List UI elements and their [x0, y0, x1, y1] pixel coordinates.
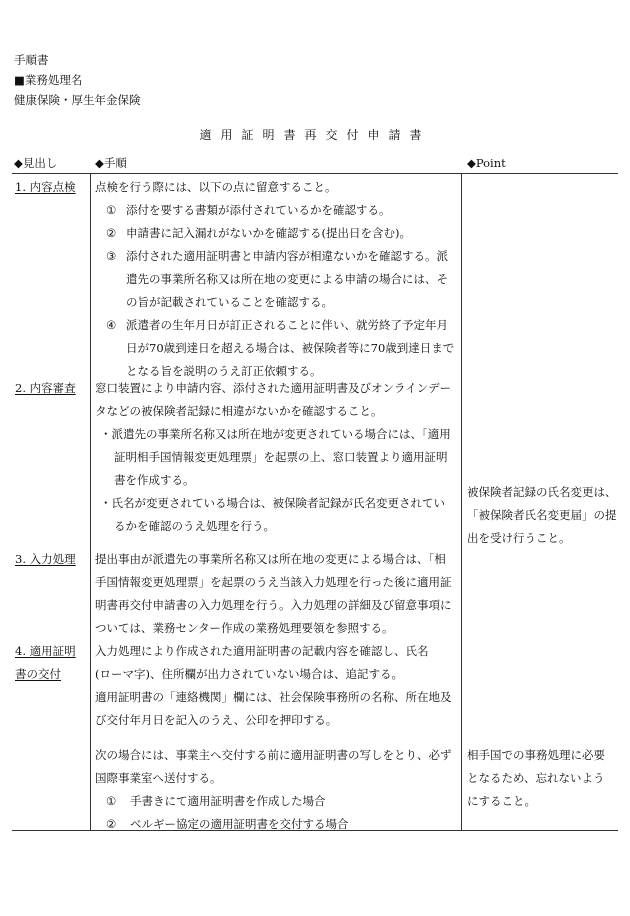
section-2-line-2: タなどの被保険者記録に相違がないかを確認すること。 [95, 404, 383, 418]
section-1-item-4-line-3: となる旨を説明のうえ訂正依頼する。 [126, 364, 322, 378]
section-3-line-1: 提出事由が派遣先の事業所名称又は所在地の変更による場合は、「相 [95, 552, 446, 566]
section-1-item-4-line-1: 派遣者の生年月日が訂正されることに伴い、就労終了予定年月 [126, 318, 448, 332]
section-2-line-7: るかを確認のうえ処理を行う。 [114, 519, 275, 533]
column-divider-2 [461, 173, 462, 831]
doc-type: 手順書 [14, 53, 49, 67]
section-2-line-3: ・派遣先の事業所名称又は所在地が変更されている場合には、「適用 [100, 427, 451, 441]
section-2-line-5: 書を作成する。 [114, 473, 195, 487]
section-1-heading: 1. 内容点検 [15, 180, 76, 194]
business-name: 健康保険・厚生年金保険 [14, 93, 141, 107]
section-1-marker-4: ④ [106, 318, 117, 332]
section-1-item-1: 添付を要する書類が添付されているかを確認する。 [126, 203, 391, 217]
section-4-line-3: 適用証明書の「連絡機関」欄には、社会保険事務所の名称、所在地及 [95, 690, 452, 704]
section-4-marker-1: ① [106, 794, 117, 808]
section-2-line-1: 窓口装置により申請内容、添付された適用証明書及びオンラインデー [95, 381, 452, 395]
section-4-point-line-1: 相手国での事務処理に必要 [467, 748, 605, 762]
section-4-item-1: 手書きにて適用証明書を作成した場合 [130, 794, 326, 808]
page-title: 適用証明書再交付申請書 [199, 128, 431, 142]
section-1-marker-3: ③ [106, 249, 117, 263]
section-4-item-2: ベルギー協定の適用証明書を交付する場合 [130, 817, 349, 831]
section-4-marker-2: ② [106, 817, 117, 831]
column-procedure-label: ◆手順 [95, 156, 127, 170]
section-2-line-4: 証明相手国情報変更処理票」を起票の上、窓口装置より適用証明 [114, 450, 448, 464]
section-1-item-4-line-2: 日が70歳到達日を超える場合は、被保険者等に70歳到達日まで [126, 341, 455, 355]
column-point-label: ◆Point [467, 156, 506, 170]
section-2-point-line-2: 「被保険者氏名変更届」の提 [467, 508, 617, 522]
section-2-heading: 2. 内容審査 [15, 381, 76, 395]
section-1-item-3-line-3: の旨が記載されていることを確認する。 [126, 295, 333, 309]
column-divider-1 [90, 173, 91, 831]
section-4-line-6: 国際事業室へ送付する。 [95, 771, 222, 785]
section-2-line-6: ・氏名が変更されている場合は、被保険者記録が氏名変更されてい [100, 496, 445, 510]
section-4-point-line-2: となるため、忘れないよう [467, 771, 605, 785]
section-4-heading-line-2: 書の交付 [15, 667, 61, 681]
section-3-line-2: 手国情報変更処理票」を起票のうえ当該入力処理を行った後に適用証 [95, 575, 452, 589]
section-label: ■業務処理名 [14, 73, 83, 87]
section-3-heading: 3. 入力処理 [15, 552, 76, 566]
section-4-line-4: び交付年月日を記入のうえ、公印を押印する。 [95, 713, 338, 727]
section-4-line-5: 次の場合には、事業主へ交付する前に適用証明書の写しをとり、必ず [95, 748, 452, 762]
section-3-line-3: 明書再交付申請書の入力処理を行う。入力処理の詳細及び留意事項に [95, 598, 452, 612]
column-heading-label: ◆見出し [14, 156, 58, 170]
section-4-heading-line-1: 4. 適用証明 [15, 644, 76, 658]
section-1-item-3-line-1: 添付された適用証明書と申請内容が相違ないかを確認する。派 [126, 249, 448, 263]
section-1-item-2: 申請書に記入漏れがないかを確認する(提出日を含む)。 [126, 226, 411, 240]
section-2-point-line-1: 被保険者記録の氏名変更は、 [467, 485, 617, 499]
section-4-line-1: 入力処理により作成された適用証明書の記載内容を確認し、氏名 [95, 644, 429, 658]
section-1-item-3-line-2: 遣先の事業所名称又は所在地の変更による申請の場合には、そ [126, 272, 448, 286]
section-1-marker-1: ① [106, 203, 117, 217]
table-top-rule [12, 173, 618, 174]
section-3-line-4: ついては、業務センター作成の業務処理要領を参照する。 [95, 621, 394, 635]
section-4-point-line-3: にすること。 [467, 794, 536, 808]
section-1-intro: 点検を行う際には、以下の点に留意すること。 [95, 180, 337, 194]
section-2-point-line-3: 出を受け行うこと。 [467, 531, 571, 545]
section-4-line-2: (ローマ字)、住所欄が出力されていない場合は、追記する。 [95, 667, 403, 681]
section-1-marker-2: ② [106, 226, 117, 240]
